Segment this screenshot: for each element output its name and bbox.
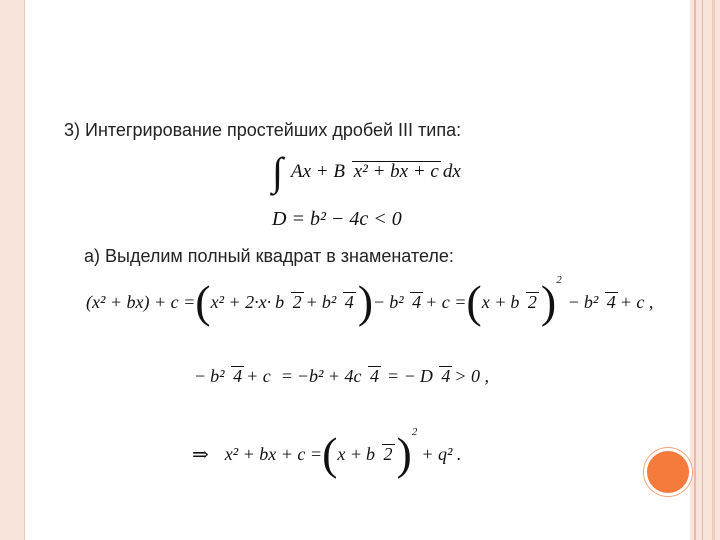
- line2-end: > 0 ,: [454, 365, 489, 386]
- equation-line-3: [192, 422, 461, 486]
- orange-circle-decoration: [644, 448, 692, 496]
- left-paren-icon: (: [322, 428, 338, 479]
- integral-denominator: x² + bx + c: [353, 160, 439, 182]
- line2-frac-c: D 4: [419, 365, 451, 386]
- line1-lhs: (x² + bx) + c =: [86, 291, 196, 312]
- left-paren-icon: (: [195, 276, 211, 327]
- line1-minus-frac: b² 4: [389, 291, 422, 312]
- equation-line-2: [194, 348, 489, 404]
- heading: 3) Интегрирование простейших дробей III типа:: [64, 120, 462, 140]
- integral-differential: dx: [442, 160, 461, 182]
- line3-lhs: x² + bx + c =: [224, 443, 323, 464]
- integral-fraction: [289, 161, 441, 183]
- right-paren-icon: ): [357, 276, 374, 327]
- line1-sq-exponent: 2: [556, 274, 562, 286]
- line2-eq2: = −: [387, 365, 416, 386]
- line3-frac: b 2: [366, 443, 393, 464]
- right-paren-icon: ): [540, 276, 557, 327]
- line1-tail-frac: b² 4: [583, 291, 616, 312]
- integral-sign-icon: ∫: [272, 149, 283, 194]
- line1-inner: x² + 2·x·: [210, 291, 272, 312]
- line1-plus: +: [305, 291, 318, 312]
- line3-exponent: 2: [411, 426, 418, 438]
- line3-inner: x +: [337, 443, 363, 464]
- integral-numerator: Ax + B: [290, 160, 345, 182]
- line2-plus-c: + c: [246, 365, 271, 386]
- line3-tail: + q² .: [421, 443, 462, 464]
- line2-minus: −: [194, 365, 207, 386]
- right-paren-icon: ): [396, 428, 412, 479]
- line1-minus: −: [373, 291, 386, 312]
- equation-line-1: [86, 270, 653, 334]
- line1-tail-minus: −: [567, 291, 580, 312]
- line1-frac-b: b 2: [275, 291, 302, 312]
- line1-tail-end: + c ,: [619, 291, 654, 312]
- line1-frac-b2: b² 4: [321, 291, 354, 312]
- left-paren-icon: (: [466, 276, 482, 327]
- line1-plus-c: + c =: [425, 291, 467, 312]
- line2-frac-a: b² 4: [210, 365, 243, 386]
- step-a-text: а) Выделим полный квадрат в знаменателе:: [84, 246, 454, 266]
- integral-expression: [272, 148, 461, 195]
- line1-sq-inner: x +: [481, 291, 507, 312]
- slide-frame-left: [0, 0, 25, 540]
- implies-arrow-icon: ⇒: [192, 443, 209, 466]
- line1-sq-frac: b 2: [510, 291, 537, 312]
- line2-frac-b: −b² + 4c 4: [296, 365, 380, 386]
- line2-eq: =: [280, 365, 293, 386]
- slide-frame-right: [690, 0, 720, 540]
- discriminant: D = b² − 4c < 0: [272, 208, 402, 230]
